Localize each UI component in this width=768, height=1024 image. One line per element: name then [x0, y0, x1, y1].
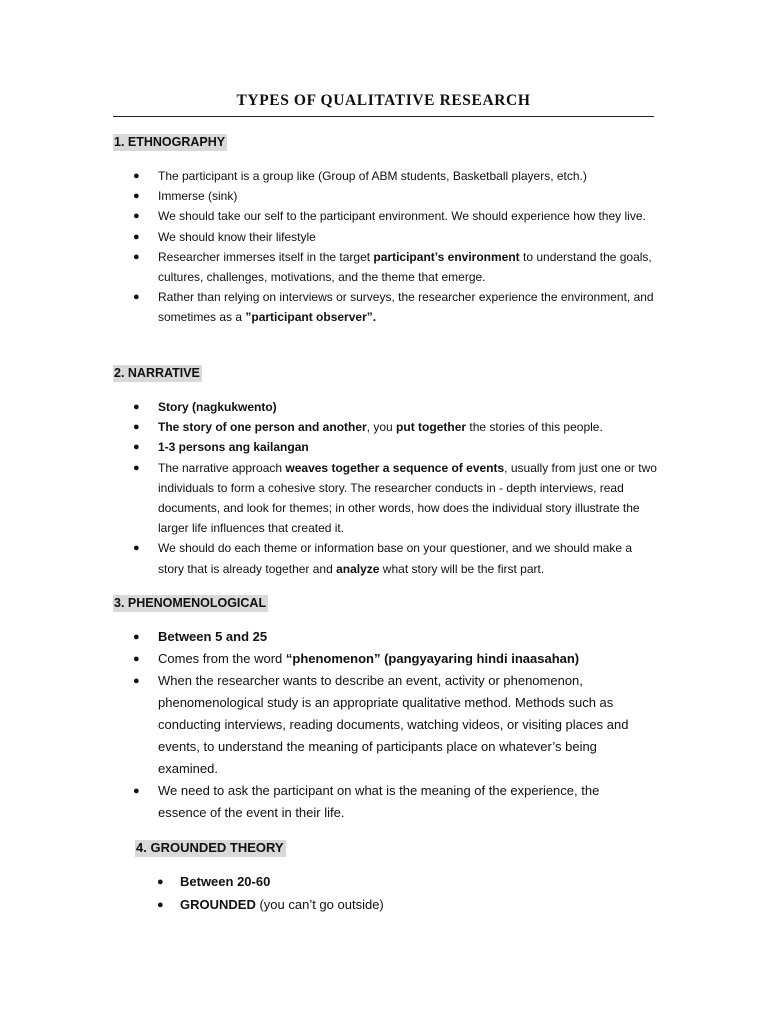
bullet-icon: ●: [133, 631, 140, 643]
list-item-text: Rather than relying on interviews or surveys, the researcher experience the environment, and sometimes as a: [158, 290, 654, 325]
list-item: [113, 670, 638, 780]
title-underline: [113, 116, 654, 117]
list-item-text: When the researcher wants to describe an event, activity or phenomenon, phenomenological study is an appropriate qualitative method. Methods such as conducting interviews, reading documents, watching videos, or visiting places and events, to understand the meaning of participants place on whatever’s being examined.: [158, 673, 629, 776]
bullet-icon: ●: [133, 653, 140, 665]
list-item-text: We need to ask the participant on what is the meaning of the experience, the essence of the event in their life.: [158, 783, 600, 820]
list-item-text: The participant is a group like (Group of ABM students, Basketball players, etch.): [158, 169, 587, 183]
list-item: [113, 417, 658, 437]
list-item-text: to understand the goals, cultures, challenges, motivations, and the theme that emerge.: [158, 249, 652, 285]
phenomenological-bullet-list: [113, 626, 638, 824]
list-item: [113, 648, 638, 670]
bullet-icon: ●: [133, 230, 140, 243]
bold-text: GROUNDED: [180, 896, 256, 912]
bold-text: Between 20-60: [180, 874, 271, 889]
bullet-icon: ●: [133, 542, 140, 555]
section-heading-grounded-theory: 4. GROUNDED THEORY: [136, 840, 284, 855]
bullet-icon: ●: [157, 876, 164, 888]
bullet-icon: ●: [133, 210, 140, 223]
list-item-text: , usually from just one or two individuals to form a cohesive story. The researcher conducts in - depth interviews, read documents, and look for themes; in other words, how does the individual story illustrate the larger life influences that created it.: [158, 460, 657, 536]
list-item-text: We should take our self to the participant environment. We should experience how they live.: [158, 209, 646, 224]
list-item: [113, 538, 658, 578]
bullet-icon: ●: [133, 291, 140, 304]
list-item-text: We should do each theme or information base on your questioner, and we should make a story that is already together and: [158, 541, 633, 576]
bullet-icon: ●: [133, 190, 140, 203]
list-item: [113, 206, 658, 226]
bold-text: 1-3 persons ang kailangan: [158, 440, 309, 455]
list-item: [113, 458, 658, 539]
list-item-text: We should know their lifestyle: [158, 229, 316, 244]
list-item: [113, 287, 658, 327]
narrative-bullet-list: [113, 397, 658, 579]
list-item: [113, 186, 658, 206]
section-heading-narrative: 2. NARRATIVE: [114, 366, 200, 380]
section-heading-ethnography: 1. ETHNOGRAPHY: [114, 135, 226, 149]
list-item-text: (you can’t go outside): [255, 896, 384, 912]
list-item: [113, 437, 658, 457]
bullet-icon: ●: [133, 250, 140, 263]
section-heading-phenomenological: 3. PHENOMENOLOGICAL: [114, 596, 267, 610]
list-item-text: the stories of this people.: [466, 420, 603, 435]
bold-text: Between 5 and 25: [158, 629, 268, 644]
bullet-icon: ●: [157, 898, 164, 911]
list-item: [113, 247, 658, 287]
list-item-text: Immerse (sink): [158, 189, 238, 204]
grounded-theory-bullet-list: [135, 871, 635, 916]
list-item: [113, 397, 658, 417]
list-item: [113, 166, 658, 186]
bullet-icon: ●: [133, 785, 140, 797]
bold-text: analyze: [336, 561, 380, 576]
bold-text: The story of one person and another: [158, 420, 367, 435]
bullet-icon: ●: [133, 675, 140, 687]
page-title: TYPES OF QUALITATIVE RESEARCH: [236, 92, 531, 109]
list-item: [113, 626, 638, 648]
list-item-text: what story will be the first part.: [379, 561, 545, 576]
bold-text: Story (nagkukwento): [158, 400, 277, 414]
bullet-icon: ●: [133, 441, 140, 454]
list-item: [113, 780, 638, 824]
list-item-text: Comes from the word: [158, 651, 286, 666]
bold-text: “phenomenon” (pangyayaring hindi inaasahan): [285, 651, 580, 666]
ethnography-bullet-list: [113, 166, 658, 328]
list-item-text: Researcher immerses itself in the target: [158, 249, 374, 264]
bold-text: weaves together a sequence of events: [285, 460, 505, 475]
bold-text: ”participant observer”.: [245, 310, 377, 325]
list-item-text: The narrative approach: [158, 460, 286, 475]
list-item: [113, 227, 658, 247]
list-item: [135, 871, 635, 894]
bold-text: put together: [396, 420, 467, 435]
bullet-icon: ●: [133, 401, 140, 413]
bold-text: participant’s environment: [373, 249, 520, 264]
bullet-icon: ●: [133, 170, 140, 182]
list-item: [135, 894, 635, 917]
bullet-icon: ●: [133, 461, 140, 474]
bullet-icon: ●: [133, 421, 140, 434]
list-item-text: , you: [366, 420, 397, 435]
